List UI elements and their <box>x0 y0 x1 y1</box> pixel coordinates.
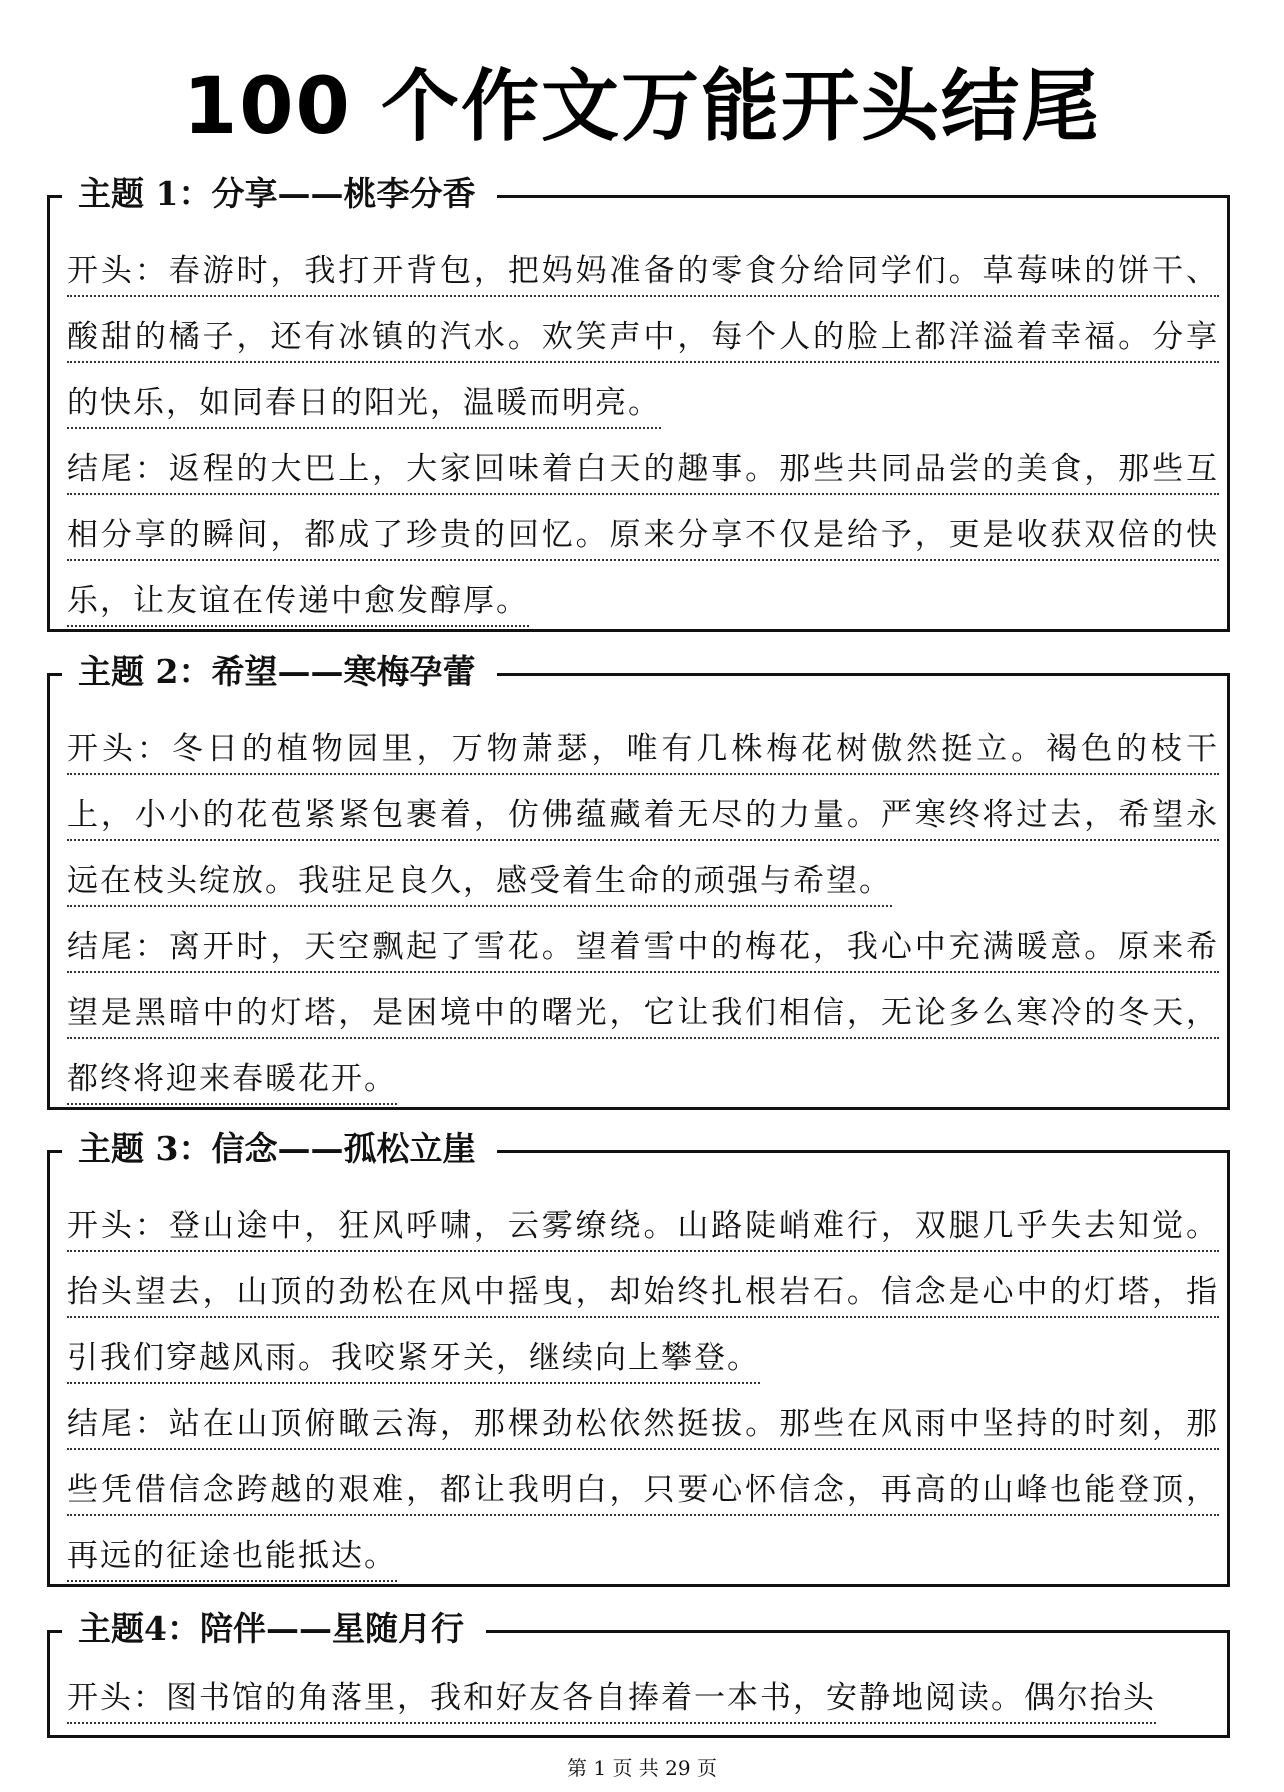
ending-label: 结尾： <box>67 1406 169 1442</box>
topic-box-1 <box>47 174 1230 632</box>
topic-box-3 <box>47 1129 1230 1587</box>
topic-box-4 <box>47 1609 1230 1738</box>
ending-text: 返程的大巴上，大家回味着白天的趣事。那些共同品尝的美食，那些互相分享的瞬间，都成了珍贵的回忆。原来分享不仅是给予，更是收获双倍的快乐，让友谊在传递中愈发醇厚。 <box>67 451 1220 619</box>
ending-text: 离开时，天空飘起了雪花。望着雪中的梅花，我心中充满暖意。原来希望是黑暗中的灯塔，是困境中的曙光，它让我们相信，无论多么寒冷的冬天，都终将迎来春暖花开。 <box>67 929 1220 1097</box>
topic-heading: 主题 1：分享——桃李分香 <box>62 170 497 218</box>
page-title: 100 个作文万能开头结尾 <box>183 62 1101 152</box>
ending-paragraph <box>67 914 1219 1112</box>
opening-paragraph <box>67 1665 1219 1731</box>
ending-label: 结尾： <box>67 451 169 487</box>
opening-label: 开头： <box>67 731 172 767</box>
topic-heading: 主题4：陪伴——星随月行 <box>62 1605 486 1653</box>
page-footer: 第 1 页 共 29 页 <box>567 1756 717 1780</box>
ending-label: 结尾： <box>67 929 169 965</box>
opening-text: 春游时，我打开背包，把妈妈准备的零食分给同学们。草莓味的饼干、酸甜的橘子，还有冰镇的汽水。欢笑声中，每个人的脸上都洋溢着幸福。分享的快乐，如同春日的阳光，温暖而明亮。 <box>67 253 1220 421</box>
opening-label: 开头： <box>67 253 169 289</box>
opening-label: 开头： <box>67 1208 169 1244</box>
opening-paragraph <box>67 238 1219 436</box>
opening-paragraph <box>67 1193 1219 1391</box>
opening-text: 登山途中，狂风呼啸，云雾缭绕。山路陡峭难行，双腿几乎失去知觉。抬头望去，山顶的劲松在风中摇曳，却始终扎根岩石。信念是心中的灯塔，指引我们穿越风雨。我咬紧牙关，继续向上攀登。 <box>67 1208 1220 1376</box>
opening-text: 冬日的植物园里，万物萧瑟，唯有几株梅花树傲然挺立。褐色的枝干上，小小的花苞紧紧包裹着，仿佛蕴藏着无尽的力量。严寒终将过去，希望永远在枝头绽放。我驻足良久，感受着生命的顽强与希望。 <box>67 731 1219 899</box>
topic-box-2 <box>47 652 1230 1110</box>
opening-text: 图书馆的角落里，我和好友各自捧着一本书，安静地阅读。偶尔抬头 <box>166 1680 1156 1716</box>
ending-paragraph <box>67 436 1219 634</box>
topic-heading: 主题 2：希望——寒梅孕蕾 <box>62 648 497 696</box>
opening-label: 开头： <box>67 1680 166 1716</box>
ending-text: 站在山顶俯瞰云海，那棵劲松依然挺拔。那些在风雨中坚持的时刻，那些凭借信念跨越的艰难，都让我明白，只要心怀信念，再高的山峰也能登顶，再远的征途也能抵达。 <box>67 1406 1220 1574</box>
opening-paragraph <box>67 716 1219 914</box>
topic-heading: 主题 3：信念——孤松立崖 <box>62 1125 497 1173</box>
ending-paragraph <box>67 1391 1219 1589</box>
